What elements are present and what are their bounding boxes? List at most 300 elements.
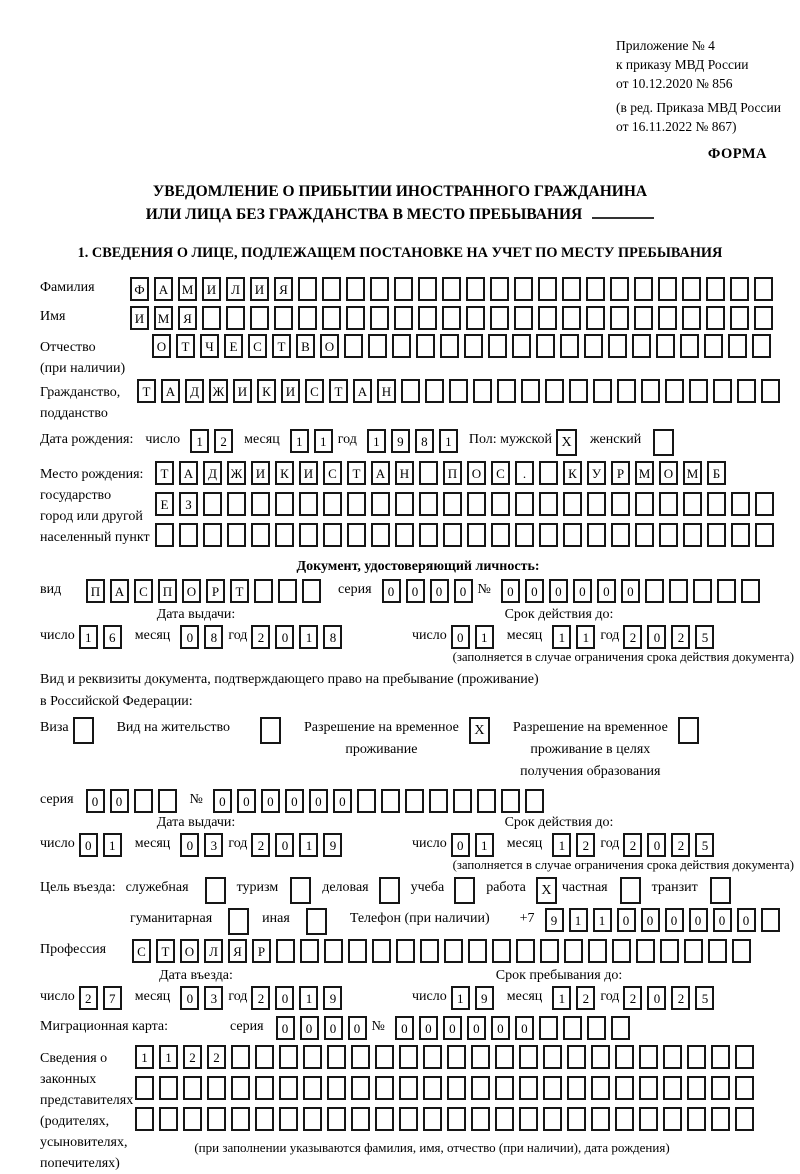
char-box[interactable]	[303, 1107, 322, 1131]
char-box[interactable]	[454, 877, 475, 904]
char-box[interactable]	[477, 789, 496, 813]
purpose-work-checkbox[interactable]	[536, 877, 562, 904]
char-box[interactable]	[514, 306, 533, 330]
char-box[interactable]: И	[130, 306, 149, 330]
char-box[interactable]: 0	[647, 986, 666, 1010]
char-box[interactable]: 5	[695, 625, 714, 649]
char-box[interactable]	[351, 1045, 370, 1069]
char-box[interactable]	[610, 306, 629, 330]
char-box[interactable]	[351, 1076, 370, 1100]
char-box[interactable]: 0	[443, 1016, 462, 1040]
char-box[interactable]	[543, 1045, 562, 1069]
char-box[interactable]	[687, 1107, 706, 1131]
char-box[interactable]	[303, 1045, 322, 1069]
char-box[interactable]: 8	[204, 625, 223, 649]
char-box[interactable]	[418, 306, 437, 330]
char-box[interactable]	[684, 939, 703, 963]
char-box[interactable]: П	[443, 461, 462, 485]
char-box[interactable]	[635, 492, 654, 516]
char-box[interactable]	[348, 939, 367, 963]
char-box[interactable]	[704, 334, 723, 358]
char-box[interactable]	[466, 277, 485, 301]
char-box[interactable]	[515, 492, 534, 516]
char-box[interactable]	[658, 277, 677, 301]
char-box[interactable]	[419, 492, 438, 516]
char-box[interactable]	[540, 939, 559, 963]
char-box[interactable]: 1	[79, 625, 98, 649]
birth-year-input[interactable]	[367, 429, 463, 453]
char-box[interactable]	[641, 379, 660, 403]
char-box[interactable]: О	[152, 334, 171, 358]
char-box[interactable]	[682, 277, 701, 301]
char-box[interactable]	[497, 379, 516, 403]
char-box[interactable]: 2	[183, 1045, 202, 1069]
char-box[interactable]	[418, 277, 437, 301]
char-box[interactable]	[379, 877, 400, 904]
char-box[interactable]	[708, 939, 727, 963]
char-box[interactable]	[255, 1045, 274, 1069]
char-box[interactable]	[420, 939, 439, 963]
char-box[interactable]	[205, 877, 226, 904]
char-box[interactable]	[300, 939, 319, 963]
char-box[interactable]	[207, 1076, 226, 1100]
char-box[interactable]	[539, 523, 558, 547]
char-box[interactable]: Л	[204, 939, 223, 963]
char-box[interactable]: .	[515, 461, 534, 485]
char-box[interactable]	[538, 277, 557, 301]
char-box[interactable]: 0	[617, 908, 636, 932]
char-box[interactable]	[610, 277, 629, 301]
char-box[interactable]	[203, 492, 222, 516]
char-box[interactable]	[183, 1076, 202, 1100]
char-box[interactable]	[519, 1076, 538, 1100]
char-box[interactable]: 2	[623, 833, 642, 857]
char-box[interactable]	[394, 306, 413, 330]
char-box[interactable]: Т	[329, 379, 348, 403]
profession-input[interactable]	[132, 939, 756, 963]
char-box[interactable]	[516, 939, 535, 963]
char-box[interactable]: Я	[178, 306, 197, 330]
char-box[interactable]	[471, 1076, 490, 1100]
birth-month-input[interactable]	[290, 429, 338, 453]
char-box[interactable]: 0	[621, 579, 640, 603]
char-box[interactable]: 6	[103, 625, 122, 649]
char-box[interactable]	[159, 1076, 178, 1100]
valid-year-input[interactable]	[623, 625, 719, 649]
birth-day-input[interactable]	[190, 429, 238, 453]
residence-series-input[interactable]	[86, 789, 182, 813]
char-box[interactable]	[525, 789, 544, 813]
char-box[interactable]	[539, 492, 558, 516]
char-box[interactable]: 0	[713, 908, 732, 932]
char-box[interactable]: Т	[347, 461, 366, 485]
char-box[interactable]: М	[178, 277, 197, 301]
char-box[interactable]: 5	[695, 986, 714, 1010]
char-box[interactable]: Я	[228, 939, 247, 963]
char-box[interactable]: 0	[285, 789, 304, 813]
given-name-input[interactable]	[130, 306, 778, 330]
residence-issue-month-input[interactable]	[180, 833, 228, 857]
char-box[interactable]: 9	[391, 429, 410, 453]
char-box[interactable]: 0	[515, 1016, 534, 1040]
patronymic-input[interactable]	[152, 334, 776, 358]
char-box[interactable]: 0	[79, 833, 98, 857]
char-box[interactable]	[636, 939, 655, 963]
char-box[interactable]	[564, 939, 583, 963]
char-box[interactable]	[562, 306, 581, 330]
char-box[interactable]	[608, 334, 627, 358]
purpose-other-checkbox[interactable]	[306, 908, 332, 935]
char-box[interactable]	[632, 334, 651, 358]
char-box[interactable]	[563, 492, 582, 516]
char-box[interactable]	[660, 939, 679, 963]
char-box[interactable]: X	[556, 429, 577, 456]
char-box[interactable]	[449, 379, 468, 403]
char-box[interactable]: Т	[137, 379, 156, 403]
residence-valid-year-input[interactable]	[623, 833, 719, 857]
char-box[interactable]: Ж	[209, 379, 228, 403]
char-box[interactable]	[586, 306, 605, 330]
char-box[interactable]: О	[659, 461, 678, 485]
char-box[interactable]	[653, 429, 674, 456]
char-box[interactable]: А	[371, 461, 390, 485]
char-box[interactable]	[207, 1107, 226, 1131]
char-box[interactable]: И	[299, 461, 318, 485]
char-box[interactable]	[299, 492, 318, 516]
char-box[interactable]: 1	[367, 429, 386, 453]
char-box[interactable]	[495, 1107, 514, 1131]
char-box[interactable]	[443, 492, 462, 516]
char-box[interactable]	[425, 379, 444, 403]
char-box[interactable]	[392, 334, 411, 358]
char-box[interactable]	[706, 277, 725, 301]
char-box[interactable]: А	[353, 379, 372, 403]
char-box[interactable]: 0	[647, 625, 666, 649]
char-box[interactable]	[395, 523, 414, 547]
char-box[interactable]: Е	[155, 492, 174, 516]
char-box[interactable]	[443, 523, 462, 547]
char-box[interactable]	[755, 492, 774, 516]
char-box[interactable]	[515, 523, 534, 547]
char-box[interactable]: 0	[395, 1016, 414, 1040]
char-box[interactable]	[466, 306, 485, 330]
char-box[interactable]	[693, 579, 712, 603]
char-box[interactable]	[761, 908, 780, 932]
char-box[interactable]	[347, 492, 366, 516]
char-box[interactable]	[226, 306, 245, 330]
char-box[interactable]: 0	[454, 579, 473, 603]
char-box[interactable]	[717, 579, 736, 603]
char-box[interactable]	[639, 1045, 658, 1069]
char-box[interactable]	[372, 939, 391, 963]
char-box[interactable]	[371, 492, 390, 516]
char-box[interactable]	[713, 379, 732, 403]
char-box[interactable]	[728, 334, 747, 358]
char-box[interactable]	[442, 306, 461, 330]
char-box[interactable]	[665, 379, 684, 403]
char-box[interactable]	[501, 789, 520, 813]
char-box[interactable]	[324, 939, 343, 963]
entry-day-input[interactable]	[79, 986, 127, 1010]
char-box[interactable]: П	[86, 579, 105, 603]
char-box[interactable]: Т	[156, 939, 175, 963]
purpose-official-checkbox[interactable]	[205, 877, 231, 904]
residence-issue-year-input[interactable]	[251, 833, 347, 857]
char-box[interactable]: 0	[237, 789, 256, 813]
residence-issue-day-input[interactable]	[79, 833, 127, 857]
surname-input[interactable]	[130, 277, 778, 301]
char-box[interactable]	[754, 277, 773, 301]
char-box[interactable]: 0	[180, 986, 199, 1010]
char-box[interactable]	[563, 1016, 582, 1040]
char-box[interactable]: 0	[309, 789, 328, 813]
char-box[interactable]	[473, 379, 492, 403]
migration-number-input[interactable]	[395, 1016, 635, 1040]
char-box[interactable]: П	[158, 579, 177, 603]
char-box[interactable]	[490, 306, 509, 330]
char-box[interactable]	[275, 492, 294, 516]
char-box[interactable]	[560, 334, 579, 358]
char-box[interactable]: 2	[214, 429, 233, 453]
char-box[interactable]: У	[587, 461, 606, 485]
purpose-humanitarian-checkbox[interactable]	[228, 908, 254, 935]
char-box[interactable]: С	[491, 461, 510, 485]
char-box[interactable]	[612, 939, 631, 963]
char-box[interactable]: И	[202, 277, 221, 301]
char-box[interactable]: 1	[552, 986, 571, 1010]
char-box[interactable]	[732, 939, 751, 963]
char-box[interactable]	[567, 1076, 586, 1100]
char-box[interactable]	[423, 1076, 442, 1100]
char-box[interactable]	[587, 523, 606, 547]
char-box[interactable]	[322, 277, 341, 301]
char-box[interactable]	[368, 334, 387, 358]
char-box[interactable]	[536, 334, 555, 358]
char-box[interactable]: 0	[573, 579, 592, 603]
char-box[interactable]: К	[257, 379, 276, 403]
char-box[interactable]: А	[154, 277, 173, 301]
char-box[interactable]	[730, 277, 749, 301]
birth-place-line1[interactable]	[155, 461, 779, 485]
char-box[interactable]: 2	[251, 986, 270, 1010]
char-box[interactable]	[231, 1107, 250, 1131]
char-box[interactable]: 2	[671, 625, 690, 649]
char-box[interactable]	[512, 334, 531, 358]
stay-month-input[interactable]	[552, 986, 600, 1010]
char-box[interactable]	[656, 334, 675, 358]
char-box[interactable]	[279, 1076, 298, 1100]
char-box[interactable]	[399, 1107, 418, 1131]
char-box[interactable]	[255, 1107, 274, 1131]
char-box[interactable]	[620, 877, 641, 904]
char-box[interactable]	[663, 1045, 682, 1069]
char-box[interactable]: 1	[451, 986, 470, 1010]
purpose-transit-checkbox[interactable]	[710, 877, 736, 904]
char-box[interactable]: Д	[185, 379, 204, 403]
char-box[interactable]	[543, 1076, 562, 1100]
char-box[interactable]: И	[233, 379, 252, 403]
char-box[interactable]: К	[563, 461, 582, 485]
char-box[interactable]: О	[467, 461, 486, 485]
char-box[interactable]: Т	[176, 334, 195, 358]
char-box[interactable]	[545, 379, 564, 403]
char-box[interactable]	[669, 579, 688, 603]
char-box[interactable]: 1	[299, 986, 318, 1010]
visa-checkbox[interactable]	[73, 717, 99, 744]
char-box[interactable]	[135, 1076, 154, 1100]
char-box[interactable]	[591, 1076, 610, 1100]
char-box[interactable]	[645, 579, 664, 603]
char-box[interactable]: 0	[525, 579, 544, 603]
char-box[interactable]: 1	[103, 833, 122, 857]
char-box[interactable]	[634, 277, 653, 301]
representatives-line2[interactable]	[135, 1076, 759, 1100]
char-box[interactable]	[519, 1107, 538, 1131]
char-box[interactable]	[735, 1107, 754, 1131]
residence-valid-month-input[interactable]	[552, 833, 600, 857]
char-box[interactable]	[519, 1045, 538, 1069]
char-box[interactable]	[683, 523, 702, 547]
char-box[interactable]	[588, 939, 607, 963]
char-box[interactable]	[539, 461, 558, 485]
char-box[interactable]: 1	[552, 625, 571, 649]
char-box[interactable]	[299, 523, 318, 547]
char-box[interactable]: 0	[213, 789, 232, 813]
char-box[interactable]: 0	[180, 625, 199, 649]
char-box[interactable]: 0	[276, 1016, 295, 1040]
char-box[interactable]: М	[154, 306, 173, 330]
char-box[interactable]: Ф	[130, 277, 149, 301]
char-box[interactable]	[419, 461, 438, 485]
char-box[interactable]	[423, 1107, 442, 1131]
char-box[interactable]	[591, 1107, 610, 1131]
char-box[interactable]: 1	[299, 625, 318, 649]
char-box[interactable]	[488, 334, 507, 358]
char-box[interactable]	[639, 1107, 658, 1131]
char-box[interactable]	[447, 1076, 466, 1100]
char-box[interactable]	[467, 523, 486, 547]
char-box[interactable]	[659, 523, 678, 547]
char-box[interactable]	[663, 1107, 682, 1131]
residence-number-input[interactable]	[213, 789, 549, 813]
char-box[interactable]	[251, 492, 270, 516]
char-box[interactable]	[442, 277, 461, 301]
char-box[interactable]	[179, 523, 198, 547]
char-box[interactable]	[615, 1045, 634, 1069]
char-box[interactable]: О	[182, 579, 201, 603]
char-box[interactable]: Н	[377, 379, 396, 403]
char-box[interactable]: 0	[324, 1016, 343, 1040]
char-box[interactable]: 0	[647, 833, 666, 857]
char-box[interactable]	[587, 492, 606, 516]
char-box[interactable]	[254, 579, 273, 603]
char-box[interactable]	[680, 334, 699, 358]
char-box[interactable]: 1	[159, 1045, 178, 1069]
char-box[interactable]: 0	[275, 625, 294, 649]
char-box[interactable]	[260, 717, 281, 744]
char-box[interactable]	[303, 1076, 322, 1100]
char-box[interactable]	[689, 379, 708, 403]
char-box[interactable]	[658, 306, 677, 330]
char-box[interactable]	[346, 277, 365, 301]
char-box[interactable]	[514, 277, 533, 301]
entry-month-input[interactable]	[180, 986, 228, 1010]
char-box[interactable]: 0	[180, 833, 199, 857]
char-box[interactable]	[584, 334, 603, 358]
char-box[interactable]: С	[305, 379, 324, 403]
char-box[interactable]: 9	[545, 908, 564, 932]
char-box[interactable]	[401, 379, 420, 403]
char-box[interactable]	[563, 523, 582, 547]
char-box[interactable]	[611, 523, 630, 547]
purpose-private-checkbox[interactable]	[620, 877, 646, 904]
purpose-business-checkbox[interactable]	[379, 877, 405, 904]
representatives-line3[interactable]	[135, 1107, 759, 1131]
char-box[interactable]: Р	[252, 939, 271, 963]
char-box[interactable]: 1	[552, 833, 571, 857]
char-box[interactable]	[298, 306, 317, 330]
char-box[interactable]	[471, 1045, 490, 1069]
char-box[interactable]	[274, 306, 293, 330]
char-box[interactable]: Т	[272, 334, 291, 358]
char-box[interactable]	[429, 789, 448, 813]
char-box[interactable]	[634, 306, 653, 330]
char-box[interactable]	[227, 492, 246, 516]
char-box[interactable]	[155, 523, 174, 547]
char-box[interactable]: 0	[406, 579, 425, 603]
char-box[interactable]: Б	[707, 461, 726, 485]
char-box[interactable]	[453, 789, 472, 813]
char-box[interactable]: 0	[451, 625, 470, 649]
char-box[interactable]	[741, 579, 760, 603]
char-box[interactable]	[306, 908, 327, 935]
char-box[interactable]	[611, 1016, 630, 1040]
char-box[interactable]	[521, 379, 540, 403]
char-box[interactable]: X	[536, 877, 557, 904]
char-box[interactable]	[468, 939, 487, 963]
stay-day-input[interactable]	[451, 986, 499, 1010]
char-box[interactable]: 0	[491, 1016, 510, 1040]
char-box[interactable]	[706, 306, 725, 330]
char-box[interactable]	[615, 1076, 634, 1100]
char-box[interactable]	[351, 1107, 370, 1131]
char-box[interactable]: 2	[671, 833, 690, 857]
char-box[interactable]: 1	[439, 429, 458, 453]
char-box[interactable]: 2	[671, 986, 690, 1010]
char-box[interactable]: 0	[275, 986, 294, 1010]
char-box[interactable]	[678, 717, 699, 744]
char-box[interactable]: Ч	[200, 334, 219, 358]
char-box[interactable]	[399, 1076, 418, 1100]
char-box[interactable]: 0	[549, 579, 568, 603]
char-box[interactable]	[203, 523, 222, 547]
char-box[interactable]	[611, 492, 630, 516]
char-box[interactable]	[737, 379, 756, 403]
char-box[interactable]	[396, 939, 415, 963]
char-box[interactable]	[567, 1045, 586, 1069]
char-box[interactable]: 0	[641, 908, 660, 932]
representatives-line1[interactable]	[135, 1045, 759, 1069]
char-box[interactable]: 0	[419, 1016, 438, 1040]
char-box[interactable]	[370, 277, 389, 301]
char-box[interactable]: М	[635, 461, 654, 485]
char-box[interactable]: 7	[103, 986, 122, 1010]
char-box[interactable]: Н	[395, 461, 414, 485]
char-box[interactable]: 0	[333, 789, 352, 813]
char-box[interactable]	[375, 1107, 394, 1131]
char-box[interactable]	[710, 877, 731, 904]
char-box[interactable]	[569, 379, 588, 403]
